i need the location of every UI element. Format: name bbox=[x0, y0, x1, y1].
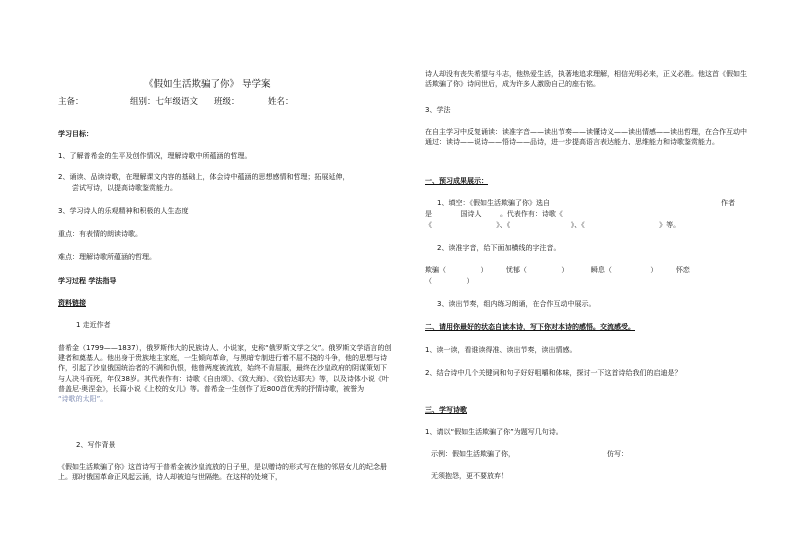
author-text: 普希金（1799——1837），俄罗斯伟大的民族诗人、小说家，史称“俄罗斯文学之父”。俄罗斯文学语言的创建者和奠基人。他出身于贵族地主家庭，一生倾向革命，与黑暗专制进行着不屈不挠的斗争，他的思想与诗作，引起了沙皇俄国统治者的不满和仇恨，他曾两度被流放，始终不肯屈服，最终在沙皇政府的阴谋策划下与人决斗而死，年仅38岁。其代表作有：诗歌《自由颂》、《致大海》、《致恰达耶夫》等，以及诗体小说《叶普盖尼·奥涅金》，长篇小说《上校的女儿》等。普希金一生创作了近800首优秀的抒情诗歌，被誉为 bbox=[58, 344, 392, 393]
goal-1: 1、了解普希金的生平及创作情况，理解诗歌中所蕴涵的哲理。 bbox=[58, 152, 252, 160]
difficult-point: 难点：理解诗歌所蕴涵的哲理。 bbox=[58, 253, 156, 261]
preview-heading: 一、预习成果展示： bbox=[425, 177, 488, 185]
goal-2-line1: 2、诵读、品读诗歌，在理解课文内容的基础上，体会诗中蕴涵的思想感情和哲理；拓展延伸， bbox=[58, 173, 350, 181]
word-shunxi: 瞬息（ bbox=[590, 266, 612, 274]
background-heading: 2、写作背景 bbox=[76, 441, 116, 449]
zhubei-label: 主备： bbox=[58, 97, 84, 107]
imitate-label: 仿写： bbox=[607, 450, 628, 458]
banji-label: 班级： bbox=[214, 97, 240, 107]
question-2: 2、结合诗中几个关键词和句子好好咀嚼和体味，探讨一下这首诗给我们的启迪是？ bbox=[425, 369, 682, 377]
section-3-heading: 三、学写诗歌 bbox=[425, 406, 467, 414]
xuefa-text: 在自主学习中反复诵读：读准字音——读出节奏——读懂诗义——读出情感——读出哲理，在合作互动中通过：读诗——说诗——悟诗——品诗，进一步提高语言表达能力、思维能力和诗歌鉴赏能力。 bbox=[425, 128, 747, 147]
background-continued: 诗人却没有丧失希望与斗志，他热爱生活，执著地追求理解，相信光明必来，正义必胜。他这首《假如生活欺骗了你》诗问世后，成为许多人激励自己的座右铭。 bbox=[425, 70, 747, 89]
author-heading: 1 走近作者 bbox=[76, 321, 111, 329]
xuefa-heading: 3、学法 bbox=[425, 106, 451, 114]
background-text: 《假如生活欺骗了你》这首诗写于普希金被沙皇流放的日子里，是以赠诗的形式写在他的邻居女儿的纪念册上。那时俄国革命正风起云涌，诗人却被迫与世隔绝。在这样的处境下， bbox=[58, 463, 387, 482]
word-youyu: 忧郁（ bbox=[505, 266, 527, 274]
item-3: 3、读出节奏，组内练习朗诵，在合作互动中展示。 bbox=[437, 300, 596, 308]
author-paragraph bbox=[58, 343, 392, 404]
pinyin-row: 欺骗（ ） 忧郁（ ） 瞬息（ ） 怀恋 bbox=[425, 266, 690, 274]
fill-1-line2: 是 国诗人 。代表作有：诗歌《 bbox=[425, 210, 563, 218]
key-point: 重点：有表情的朗读诗歌。 bbox=[58, 230, 142, 238]
example-line2: 无须抱怨，更不要放弃！ bbox=[431, 472, 508, 480]
xingming-label: 姓名： bbox=[268, 97, 294, 107]
word-qipian: 欺骗（ bbox=[425, 266, 446, 274]
process-heading: 学习过程 学法指导 bbox=[58, 277, 117, 285]
pinyin-row-2: （ ） bbox=[425, 277, 474, 285]
author-nickname: “诗歌的太阳”。 bbox=[58, 395, 108, 404]
goal-3: 3、学习诗人的乐观精神和积极的人生态度 bbox=[58, 207, 189, 215]
goal-2-line2: 尝试写诗，以提高诗歌鉴赏能力。 bbox=[72, 184, 177, 192]
fill-1-line3: 《 》、《 》、《 》等。 bbox=[425, 221, 681, 229]
goals-heading: 学习目标： bbox=[58, 130, 93, 138]
writing-question: 1、请以“假如生活欺骗了你”为题写几句诗。 bbox=[425, 428, 563, 436]
example-line1: 示例：假如生活欺骗了你， bbox=[431, 450, 515, 458]
page-title: 《假如生活欺骗了你》 导学案 bbox=[144, 79, 271, 90]
ziliao-heading: 资料链接 bbox=[58, 299, 86, 307]
fill-1-line1: 1、填空：《假如生活欺骗了你》选自 bbox=[437, 199, 550, 207]
section-2-heading: 二、请用你最好的状态自读本诗，写下你对本诗的感悟。交流感受。 bbox=[425, 323, 635, 331]
fill-1-author: 作者 bbox=[721, 199, 735, 207]
pinyin-heading: 2、读准字音，给下面加横线的字注音。 bbox=[437, 244, 561, 252]
word-huailian: 怀恋 bbox=[675, 266, 690, 274]
zubie-label: 组别：七年级语文 bbox=[130, 97, 199, 107]
question-1: 1、读一读，看谁读得准、读出节奏，读出情感。 bbox=[425, 346, 577, 354]
